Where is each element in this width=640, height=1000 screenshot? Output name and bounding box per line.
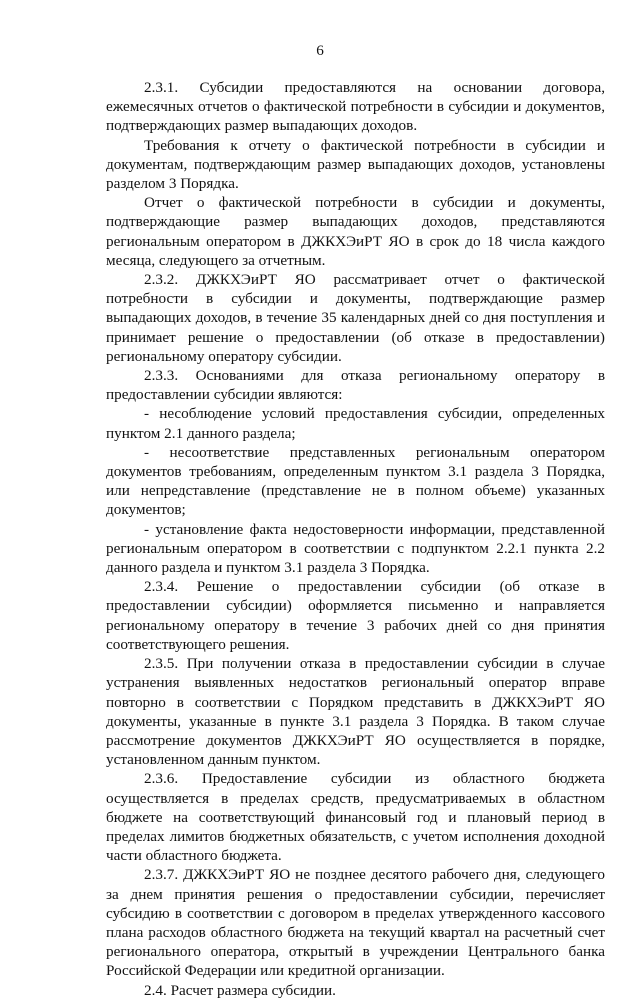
- list-item-refusal-3: - установление факта недостоверности информации, представленной региональным оператором в соответствии с подпунктом 2.2.1 пункта 2.2 данного раздела и пунктом 3.1 раздела 3 Порядка.: [106, 520, 605, 577]
- page-number: 6: [316, 42, 324, 59]
- document-body: [106, 78, 605, 1000]
- paragraph-2-3-3: 2.3.3. Основаниями для отказа региональному оператору в предоставлении субсидии являются:: [106, 367, 605, 404]
- paragraph-2-3-6: 2.3.6. Предоставление субсидии из областного бюджета осуществляется в пределах средств, предусматриваемых в областном бюджете на соответствующий финансовый год и плановый период в пределах лимитов бюджетных обязательств, с учетом исполнения доходной части областного бюджета.: [106, 770, 605, 865]
- list-item-refusal-1: - несоблюдение условий предоставления субсидии, определенных пунктом 2.1 данного раздела;: [106, 405, 605, 442]
- paragraph-report-requirements: Требования к отчету о фактической потребности в субсидии и документам, подтверждающим размер выпадающих доходов, установлены разделом 3 Порядка.: [106, 136, 605, 193]
- paragraph-2-3-7: 2.3.7. ДЖКХЭиРТ ЯО не позднее десятого рабочего дня, следующего за днем принятия решения о предоставлении субсидии, перечисляет субсидию в соответствии с договором в пределах утвержденного кассового плана расходов областного бюджета на текущий квартал на расчетный счет регионального оператора, открытый в учреждении Центрального банка Российской Федерации или кредитной организации.: [106, 866, 605, 980]
- paragraph-2-3-4: 2.3.4. Решение о предоставлении субсидии (об отказе в предоставлении субсидии) оформляется письменно и направляется региональному оператору в течение 3 рабочих дней со дня принятия соответствующего решения.: [106, 578, 605, 653]
- paragraph-2-3-2: 2.3.2. ДЖКХЭиРТ ЯО рассматривает отчет о фактической потребности в субсидии и документы, подтверждающие размер выпадающих доходов, в течение 35 календарных дней со дня поступления и принимает решение о предоставлении (об отказе в предоставлении) региональному оператору субсидии.: [106, 271, 605, 365]
- paragraph-report-deadline: Отчет о фактической потребности в субсидии и документы, подтверждающие размер выпадающих доходов, представляются региональным оператором в ДЖКХЭиРТ ЯО в срок до 18 числа каждого месяца, следующего за отчетным.: [106, 194, 605, 269]
- section-heading-2-4: 2.4. Расчет размера субсидии.: [144, 981, 336, 999]
- list-item-refusal-2: - несоответствие представленных региональным оператором документов требованиям, определенным пунктом 3.1 раздела 3 Порядка, или непредставление (представление не в полном объеме) указанных документов;: [106, 443, 605, 519]
- paragraph-2-3-5: 2.3.5. При получении отказа в предоставлении субсидии в случае устранения выявленных недостатков региональный оператор вправе повторно в соответствии с Порядком представить в ДЖКХЭиРТ ЯО документы, указанные в пункте 3.1 раздела 3 Порядка. В таком случае рассмотрение документов ДЖКХЭиРТ ЯО осуществляется в порядке, установленном данным пунктом.: [106, 655, 605, 769]
- paragraph-2-3-1: 2.3.1. Субсидии предоставляются на основании договора, ежемесячных отчетов о фактической потребности в субсидии и документов, подтверждающих размер выпадающих доходов.: [106, 79, 605, 135]
